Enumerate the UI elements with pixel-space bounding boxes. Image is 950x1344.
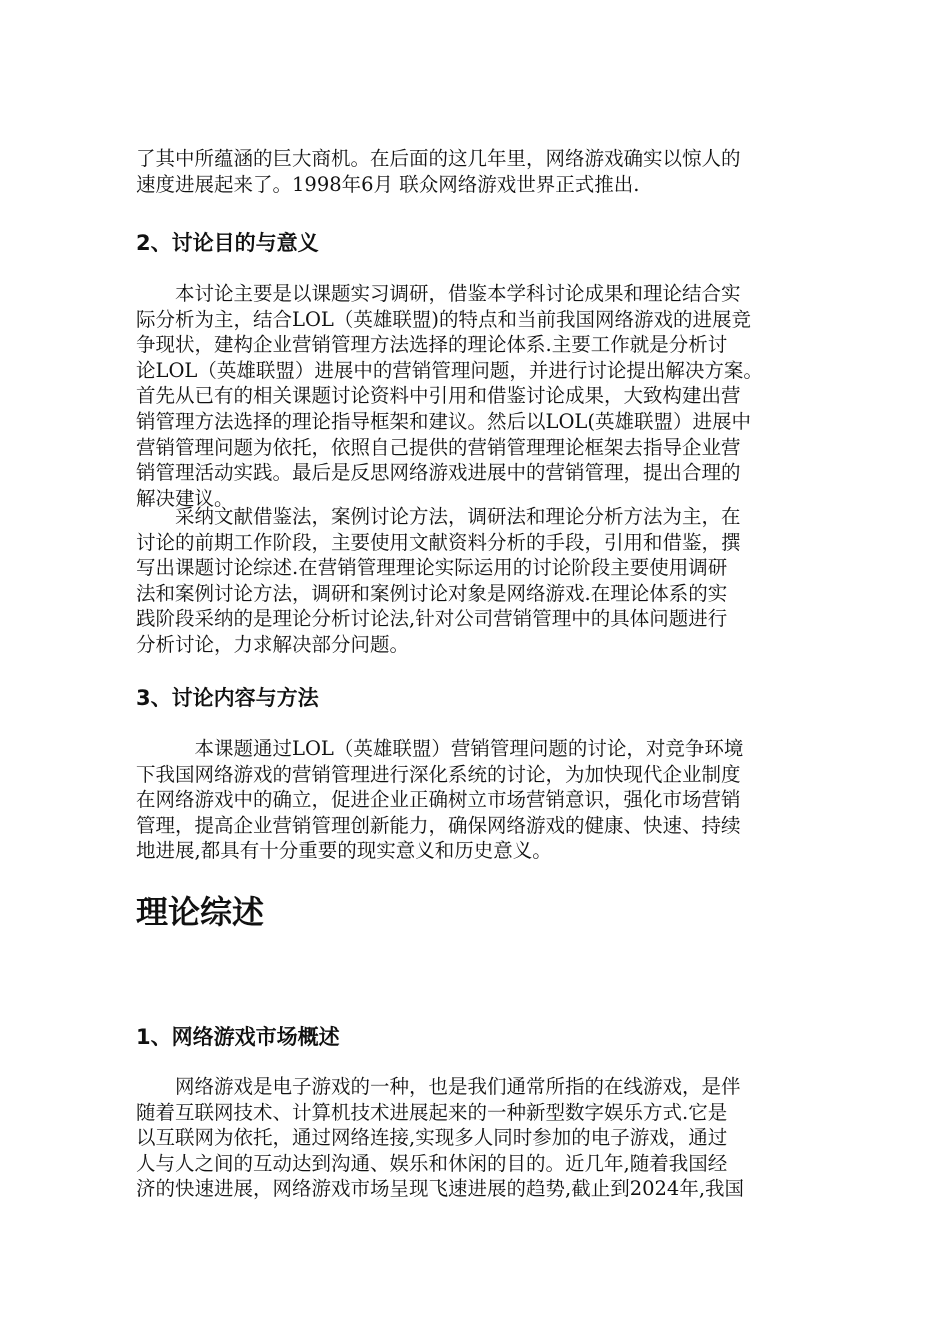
text-line: 分析讨论，力求解决部分问题。 — [136, 632, 410, 656]
section-3-paragraph — [136, 736, 836, 864]
text-line: 以互联网为依托，通过网络连接,实现多人同时参加的电子游戏，通过 — [136, 1126, 728, 1150]
text-line: 销管理方法选择的理论指导框架和建议。然后以LOL(英雄联盟）进展中 — [136, 409, 751, 433]
text-line: 采纳文献借鉴法，案例讨论方法，调研法和理论分析方法为主，在 — [136, 505, 741, 528]
text-line: 了其中所蕴涵的巨大商机。在后面的这几年里，网络游戏确实以惊人的 — [136, 147, 741, 170]
text-line: 销管理活动实践。最后是反思网络游戏进展中的营销管理，提出合理的 — [136, 461, 741, 485]
section-2-paragraph-1 — [136, 281, 836, 511]
chapter-section-1-paragraph — [136, 1074, 836, 1202]
text-line: 首先从已有的相关课题讨论资料中引用和借鉴讨论成果，大致构建出营 — [136, 384, 741, 408]
text-line: 解决建议。 — [136, 486, 234, 510]
section-3-heading: 3、讨论内容与方法 — [136, 686, 319, 710]
text-line: 人与人之间的互动达到沟通、娱乐和休闲的目的。近几年,随着我国经 — [136, 1151, 728, 1175]
section-2-paragraph-2 — [136, 504, 836, 658]
text-line: 下我国网络游戏的营销管理进行深化系统的讨论，为加快现代企业制度 — [136, 762, 741, 786]
text-line: 营销管理问题为依托，依照自己提供的营销管理理论框架去指导企业营 — [136, 435, 741, 459]
intro-paragraph — [136, 146, 836, 197]
text-line: 速度进展起来了。1998年6月 联众网络游戏世界正式推出. — [136, 172, 640, 196]
chapter-title: 理论综述 — [136, 893, 265, 931]
text-line: 在网络游戏中的确立，促进企业正确树立市场营销意识，强化市场营销 — [136, 788, 741, 812]
text-line: 讨论的前期工作阶段，主要使用文献资料分析的手段，引用和借鉴，撰 — [136, 530, 741, 554]
text-line: 论LOL（英雄联盟）进展中的营销管理问题，并进行讨论提出解决方案。 — [136, 358, 763, 382]
text-line: 法和案例讨论方法，调研和案例讨论对象是网络游戏.在理论体系的实 — [136, 581, 728, 605]
text-line: 写出课题讨论综述.在营销管理理论实际运用的讨论阶段主要使用调研 — [136, 556, 728, 580]
text-line: 管理，提高企业营销管理创新能力，确保网络游戏的健康、快速、持续 — [136, 813, 741, 837]
section-2-heading: 2、讨论目的与意义 — [136, 231, 319, 255]
text-line: 网络游戏是电子游戏的一种，也是我们通常所指的在线游戏，是伴 — [136, 1075, 741, 1098]
text-line: 随着互联网技术、计算机技术进展起来的一种新型数字娱乐方式.它是 — [136, 1100, 728, 1124]
chapter-section-1-heading: 1、网络游戏市场概述 — [136, 1025, 340, 1049]
text-line: 际分析为主，结合LOL（英雄联盟)的特点和当前我国网络游戏的进展竞 — [136, 307, 751, 331]
text-line: 地进展,都具有十分重要的现实意义和历史意义。 — [136, 839, 552, 863]
text-line: 本讨论主要是以课题实习调研，借鉴本学科讨论成果和理论结合实 — [136, 282, 741, 305]
text-line: 本课题通过LOL（英雄联盟）营销管理问题的讨论，对竞争环境 — [136, 737, 744, 760]
text-line: 济的快速进展，网络游戏市场呈现飞速进展的趋势,截止到2024年,我国 — [136, 1177, 745, 1201]
text-line: 争现状，建构企业营销管理方法选择的理论体系.主要工作就是分析讨 — [136, 333, 728, 357]
text-line: 践阶段采纳的是理论分析讨论法,针对公司营销管理中的具体问题进行 — [136, 607, 728, 631]
